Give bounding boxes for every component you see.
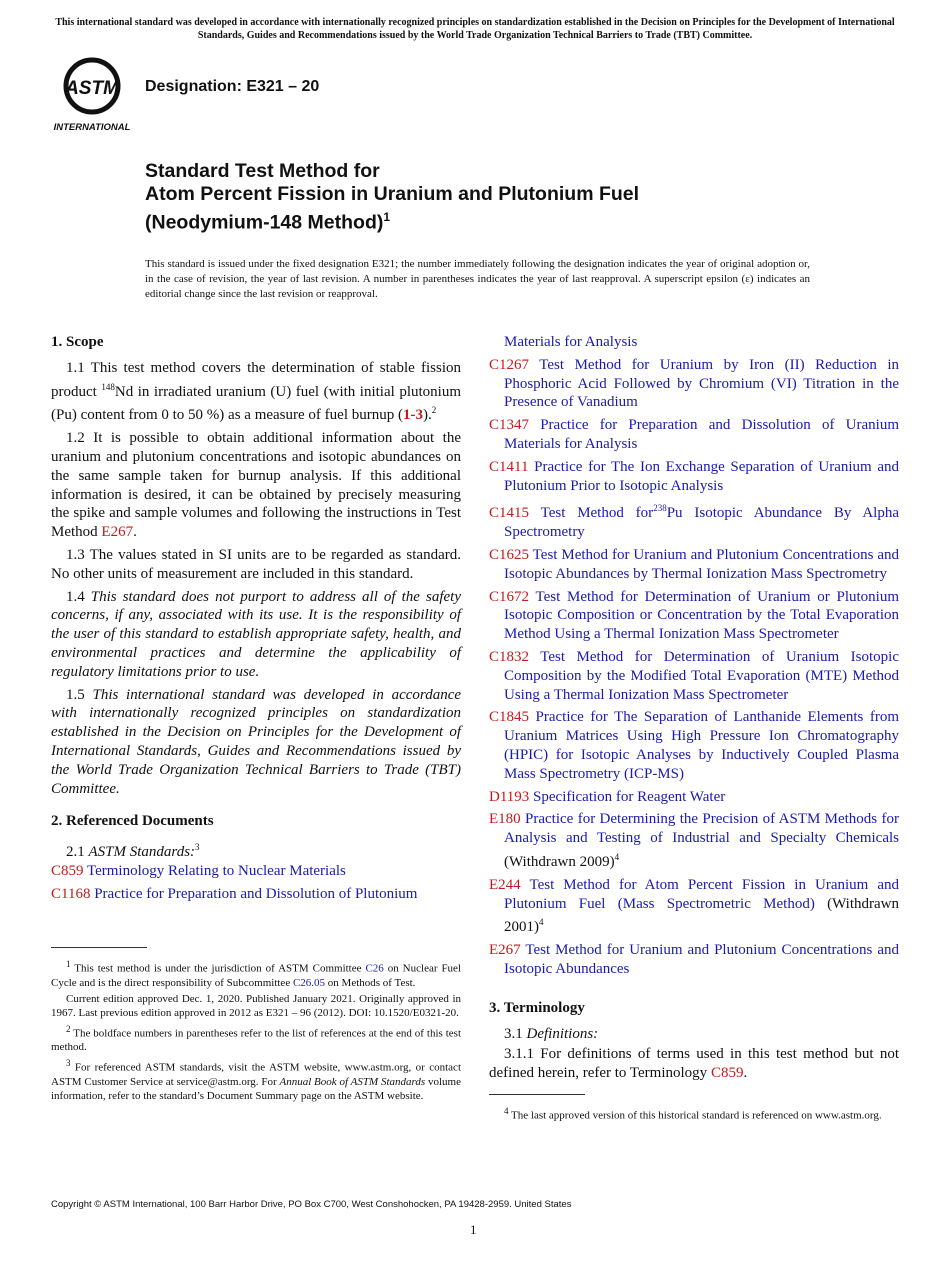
terminology-heading: 3. Terminology	[489, 999, 585, 1016]
footnotes-left	[51, 957, 461, 1105]
ref-c859[interactable]: C859 Terminology Relating to Nuclear Materials	[51, 862, 346, 879]
link-c26[interactable]: C26	[365, 962, 384, 975]
ref-c1168[interactable]: C1168 Practice for Preparation and Dissolution of Plutonium	[51, 885, 418, 902]
ref-c1411[interactable]: C1411 Practice for The Ion Exchange Separation of Uranium and Plutonium Prior to Isotopic Analysis	[489, 458, 900, 494]
designation: Designation: E321 – 20	[145, 78, 320, 95]
right-column	[489, 333, 899, 1087]
footnote-1-edition: Current edition approved Dec. 1, 2020. Published January 2021. Originally approved in 1967. Last previous edition approved in 2012 as E321 – 96 (2012). DOI: 10.1520/E0321-20.	[51, 992, 461, 1019]
ref-c1168-continued[interactable]: Materials for Analysis	[504, 334, 638, 350]
terminology-3-1-1: 3.1.1 For definitions of terms used in this test method but not defined herein, refer to Terminology C859.	[489, 1046, 899, 1082]
ref-c1845[interactable]: C1845 Practice for The Separation of Lanthanide Elements from Uranium Matrices Using High Pressure Ion Chromatography (HPIC) for Isotopic Analyses by Inductively Coupled Plasma Mass Spectrometry (ICP-MS)	[489, 709, 900, 782]
astm-logo	[52, 56, 136, 134]
page-number: 1	[470, 1222, 477, 1237]
footnote-1: $^1$ This test method is under the jurisdiction of ASTM Committee C26 on Nuclear Fuel Cycle and is the direct responsibility of Subcommittee C26.05 on Methods of Test.	[51, 959, 461, 989]
link-c26-05[interactable]: C26.05	[292, 976, 326, 989]
document-title	[145, 160, 905, 235]
footnote-4: $^4$ The last approved version of this historical standard is referenced on www.astm.org.	[504, 1106, 882, 1122]
ref-d1193[interactable]: D1193 Specification for Reagent Water	[489, 788, 726, 805]
ref-c1832[interactable]: C1832 Test Method for Determination of Uranium Isotopic Composition by the Modified Total Evaporation (MTE) Method Using a Thermal Ionization Mass Spectrometer	[489, 648, 899, 703]
scope-1-3: 1.3 The values stated in SI units are to be regarded as standard. No other units of measurement are included in this standard.	[51, 546, 461, 582]
ref-link-1-3[interactable]: 1-3	[402, 407, 423, 424]
left-column	[51, 333, 461, 908]
footnote-rule-right	[489, 1094, 585, 1095]
title-line-3	[145, 206, 905, 235]
scope-1-5: 1.5 This international standard was developed in accordance with internationally recognized principles on standardization established in the Decision on Principles for the Development of International Standards, Guides and Recommendations issued by the World Trade Organization Technical Barriers to Trade (TBT) Committee.	[51, 686, 462, 797]
title-footnote-mark[interactable]: 1	[383, 210, 391, 224]
title-line-3-text: (Neodymium-148 Method)	[145, 211, 384, 234]
ref-c1267[interactable]: C1267 Test Method for Uranium by Iron (II) Reduction in Phosphoric Acid Followed by Chromium (VI) Titration in the Presence of Vanadium	[489, 356, 900, 411]
footnote-2: $^2$ The boldface numbers in parentheses refer to the list of references at the end of this test method.	[51, 1023, 461, 1054]
link-c859[interactable]: C859	[710, 1065, 744, 1082]
link-e267[interactable]: E267	[101, 524, 134, 541]
footnote-rule-left	[51, 947, 147, 948]
scope-1-2: 1.2 It is possible to obtain additional information about the uranium and plutonium concentrations and isotopic abundances on the same sample taken for burnup analysis. If this additional information is desired, it can be obtained by precisely measuring the spike and sample volumes and following the instructions in Test Method E267.	[51, 430, 461, 541]
logo-letters: ASTM	[65, 78, 119, 99]
ref-c1415[interactable]: C1415 Test Method for$^{238}$Pu Isotopic Abundance By Alpha Spectrometry	[489, 503, 899, 541]
scope-1-1: 1.1 This test method covers the determination of stable fission product $^{148}$Nd in irradiated uranium (U) fuel (with initial plutonium (Pu) content from 0 to 50 %) as a measure of fuel burnup (1-3).$^2$	[51, 359, 461, 424]
ref-e180[interactable]: E180 Practice for Determining the Precision of ASTM Methods for Analysis and Testing of Industrial and Specialty Chemicals (Withdrawn 2009)$^4$	[489, 811, 899, 870]
ref-e267[interactable]: E267 Test Method for Uranium and Plutonium Concentrations and Isotopic Abundances	[489, 942, 899, 977]
top-note: This international standard was developed in accordance with internationally recognized principles on standardization established in the Decision on Principles for the Development of International Standards, Guides and Recommendations issued by the World Trade Organization Technical Barriers to Trade (TBT) Committee.	[55, 17, 895, 41]
footnote-2-mark[interactable]: 2	[431, 405, 437, 416]
title-line-2: Atom Percent Fission in Uranium and Plutonium Fuel	[145, 183, 640, 205]
ref-c1672[interactable]: C1672 Test Method for Determination of Uranium or Plutonium Isotopic Composition or Concentration by the Total Evaporation Method Using a Thermal Ionization Mass Spectrometer	[489, 588, 899, 643]
referenced-heading: 2. Referenced Documents	[51, 813, 214, 830]
footnotes-right	[489, 1104, 899, 1125]
footnote-3: $^3$ For referenced ASTM standards, visit the ASTM website, www.astm.org, or contact ASTM Customer Service at service@astm.org. For Annual Book of ASTM Standards volume information, refer to the standard’s Document Summary page on the ASTM website.	[51, 1058, 461, 1102]
copyright: Copyright © ASTM International, 100 Barr Harbor Drive, PO Box C700, West Conshohocken, PA 19428-2959. United States	[51, 1199, 572, 1210]
logo-subtitle: INTERNATIONAL	[53, 122, 131, 133]
issued-note: This standard is issued under the fixed designation E321; the number immediately following the designation indicates the year of original adoption or, in the case of revision, the year of last revision. A number in parentheses indicates the year of last reapproval. A superscript epsilon (ε) indicates an editorial change since the last revision or reapproval.	[145, 258, 810, 300]
astm-logo-icon	[52, 56, 136, 134]
scope-1-4: 1.4 This standard does not purport to address all of the safety concerns, if any, associated with its use. It is the responsibility of the user of this standard to establish appropriate safety, health, and environmental practices and determine the applicability of regulatory limitations prior to use.	[51, 588, 461, 680]
terminology-3-1: 3.1 Definitions:	[504, 1025, 599, 1042]
ref-e244[interactable]: E244 Test Method for Atom Percent Fission in Uranium and Plutonium Fuel (Mass Spectrometric Method) (Withdrawn 2001)$^4$	[489, 876, 900, 936]
ref-c1347[interactable]: C1347 Practice for Preparation and Dissolution of Uranium Materials for Analysis	[489, 417, 899, 452]
ref-c1625[interactable]: C1625 Test Method for Uranium and Plutonium Concentrations and Isotopic Abundances by Thermal Ionization Mass Spectrometry	[489, 546, 899, 582]
astm-standards-sub: 2.1 ASTM Standards:$^3$	[66, 842, 200, 861]
title-line-1: Standard Test Method for	[145, 160, 380, 182]
footnote-3-mark[interactable]: 3	[195, 842, 200, 853]
scope-heading: 1. Scope	[51, 334, 104, 350]
